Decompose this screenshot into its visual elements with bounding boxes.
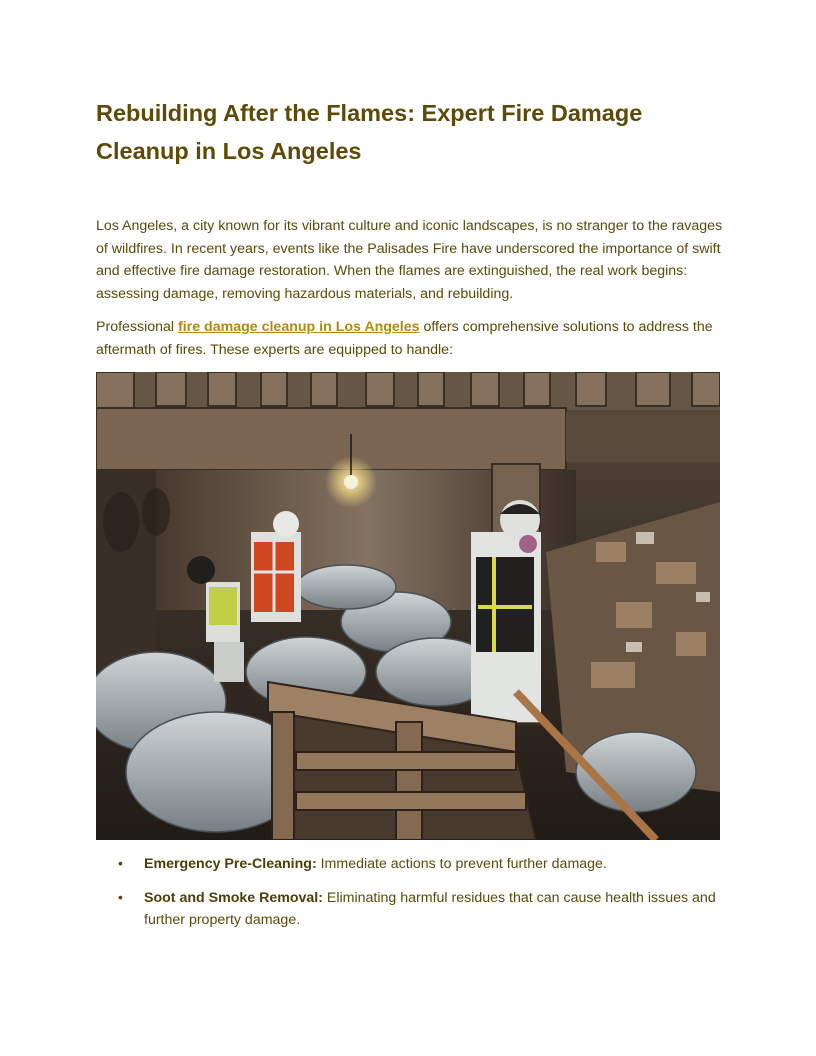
- bullet-icon: •: [118, 856, 123, 872]
- fire-damage-cleanup-link[interactable]: fire damage cleanup in Los Angeles: [178, 319, 420, 335]
- article-title: Rebuilding After the Flames: Expert Fire Damage Cleanup in Los Angeles: [96, 100, 643, 164]
- services-text-before: Professional: [96, 319, 179, 335]
- services-list: [96, 853, 726, 943]
- list-item: [96, 853, 726, 876]
- services-paragraph: [96, 316, 726, 361]
- list-item-text: Eliminating harmful residues that can cause health issues and further property damage.: [144, 889, 716, 928]
- services-text-after: offers comprehensive solutions to address the aftermath of fires. These experts are equipped to handle:: [96, 319, 713, 358]
- list-item-bold: Soot and Smoke Removal:: [144, 889, 323, 906]
- list-item: [96, 887, 726, 932]
- list-item-text: Immediate actions to prevent further damage.: [316, 856, 607, 872]
- bullet-icon: •: [118, 889, 123, 906]
- list-item-bold: Emergency Pre-Cleaning:: [144, 856, 317, 872]
- fire-cleanup-photo: [96, 372, 720, 840]
- intro-paragraph: Los Angeles, a city known for its vibrant culture and iconic landscapes, is no stranger to the ravages of wildfires. In recent years, events like the Palisades Fire have underscored the importance of swift and effective fire damage restoration. When the flames are extinguished, the real work begins: assessing damage, removing hazardous materials, and rebuilding.: [96, 218, 723, 302]
